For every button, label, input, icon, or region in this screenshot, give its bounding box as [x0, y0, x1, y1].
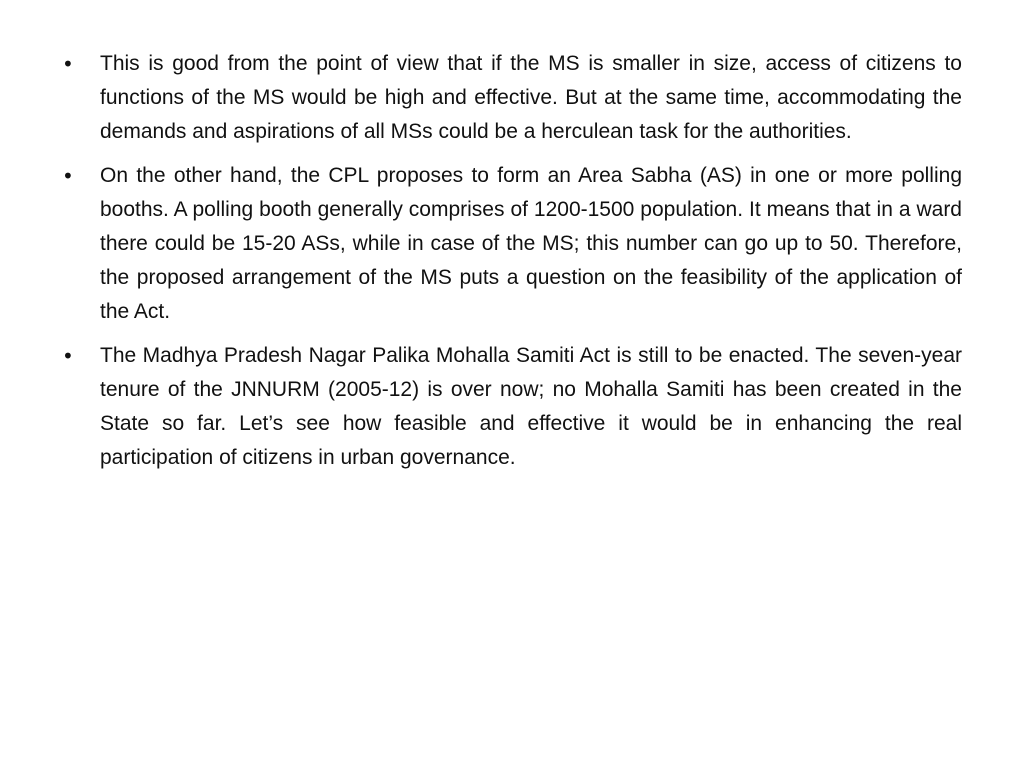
bullet-text: On the other hand, the CPL proposes to form an Area Sabha (AS) in one or more polling booths. A polling booth generally comprises of 1200-1500 population. It means that in a ward there could be 15-20 ASs, while in case of the MS; this number can go up to 50. Therefore, the proposed arrangement of the MS puts a question on the feasibility of the application of the Act. — [100, 164, 962, 323]
bullet-list — [62, 47, 962, 475]
bullet-dot-icon: • — [62, 52, 74, 76]
bullet-text: The Madhya Pradesh Nagar Palika Mohalla Samiti Act is still to be enacted. The seven-year tenure of the JNNURM (2005-12) is over now; no Mohalla Samiti has been created in the State so far. Let’s see how feasible and effective it would be in enhancing the real participation of citizens in urban governance. — [100, 344, 962, 469]
bullet-item — [62, 47, 962, 149]
bullet-dot-icon: • — [62, 164, 74, 188]
bullet-item — [62, 159, 962, 329]
bullet-dot-icon: • — [62, 344, 74, 368]
bullet-text: This is good from the point of view that if the MS is smaller in size, access of citizens to functions of the MS would be high and effective. But at the same time, accommodating the demands and aspirations of all MSs could be a herculean task for the authorities. — [100, 52, 962, 143]
bullet-item — [62, 339, 962, 475]
slide-content — [62, 47, 962, 485]
